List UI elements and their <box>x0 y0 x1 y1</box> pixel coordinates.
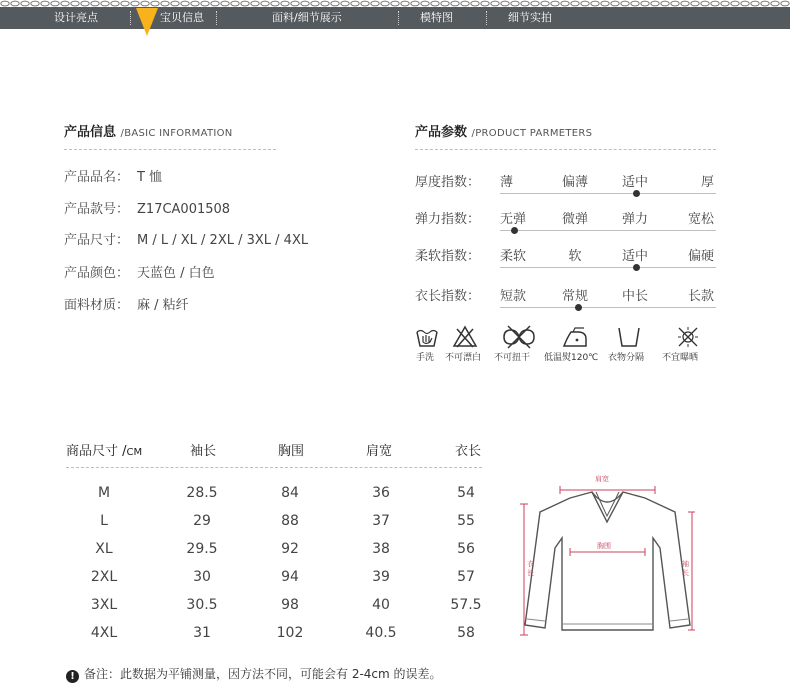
nav-separator <box>216 11 217 25</box>
param-option: 常规 <box>562 289 589 304</box>
param-option: 适中 <box>622 175 649 190</box>
hand-wash-icon <box>414 324 440 350</box>
size-cell-value: 30 <box>193 569 211 585</box>
param-label: 柔软指数： <box>415 249 481 264</box>
chain-border <box>0 0 790 7</box>
param-option: 短款 <box>500 289 527 304</box>
care-label: 不宜曝晒 <box>662 353 699 363</box>
param-indicator <box>633 190 640 197</box>
param-option: 宽松 <box>688 212 715 227</box>
info-label: 产品颜色： <box>64 266 130 281</box>
param-scale-line <box>500 307 716 308</box>
size-cell-value: 54 <box>457 485 475 501</box>
divider <box>66 467 482 468</box>
param-label: 衣长指数： <box>415 289 481 304</box>
param-option: 无弹 <box>500 212 527 227</box>
info-label: 产品款号： <box>64 202 130 217</box>
size-header-sleeve: 袖长 <box>190 444 217 459</box>
size-cell-value: 84 <box>281 485 299 501</box>
product-info-title: 产品信息 <box>64 125 117 140</box>
measurement-note <box>66 665 442 683</box>
size-cell-label: M <box>97 485 111 501</box>
size-cell-value: 30.5 <box>186 597 218 613</box>
param-option: 软 <box>568 249 582 264</box>
product-params-title: 产品参数 <box>415 125 468 140</box>
size-unit: CM <box>126 447 143 458</box>
param-option: 柔软 <box>500 249 527 264</box>
info-row-color <box>64 262 215 281</box>
param-scale-line <box>500 230 716 231</box>
nav-separator <box>486 11 487 25</box>
exclamation-icon: ! <box>66 670 79 683</box>
size-title-text: 商品尺寸 <box>66 444 119 459</box>
no-bleach-icon <box>452 324 478 350</box>
info-row-material <box>64 294 189 313</box>
size-cell-value: 56 <box>457 541 475 557</box>
care-label: 不可漂白 <box>445 353 482 363</box>
nav-item-fabric[interactable]: 面料/细节展示 <box>272 11 342 24</box>
no-sun-dry-icon <box>675 324 701 350</box>
param-indicator <box>511 227 518 234</box>
product-info-heading: 产品信息 /BASIC INFORMATION <box>64 125 233 140</box>
care-label: 衣物分隔 <box>608 353 645 363</box>
info-row-name <box>64 166 162 185</box>
note-text: 备注：此数据为平铺测量，因方法不同，可能会有 2-4cm 的误差。 <box>84 667 442 681</box>
nav-item-detail-photos[interactable]: 细节实拍 <box>508 11 552 24</box>
product-params-title-en: PRODUCT PARMETERS <box>475 128 593 139</box>
param-label: 厚度指数： <box>415 175 481 190</box>
size-cell-value: 94 <box>281 569 299 585</box>
info-label: 产品品名： <box>64 170 130 185</box>
size-cell-value: 38 <box>372 541 390 557</box>
active-nav-marker <box>136 8 158 36</box>
size-cell-value: 102 <box>276 625 304 641</box>
size-cell-label: 3XL <box>90 597 118 613</box>
low-iron-icon <box>562 324 588 350</box>
size-cell-value: 29 <box>193 513 211 529</box>
divider <box>64 149 276 150</box>
info-value: 麻 / 粘纤 <box>137 298 189 313</box>
size-cell-value: 28.5 <box>186 485 218 501</box>
info-label: 面料材质： <box>64 298 130 313</box>
size-cell-value: 98 <box>281 597 299 613</box>
info-row-code <box>64 198 230 217</box>
param-scale-line <box>500 193 716 194</box>
size-cell-value: 55 <box>457 513 475 529</box>
size-header-length: 衣长 <box>455 444 482 459</box>
param-option: 中长 <box>622 289 649 304</box>
nav-bar <box>0 7 790 29</box>
care-label: 低温熨120℃ <box>544 353 599 363</box>
nav-item-model[interactable]: 模特图 <box>420 11 453 24</box>
size-cell-value: 57 <box>457 569 475 585</box>
size-header-shoulder: 肩宽 <box>366 444 393 459</box>
product-info-title-en: BASIC INFORMATION <box>124 128 233 139</box>
param-option: 薄 <box>500 175 514 190</box>
diagram-label-sleeve: 袖长 <box>682 560 689 577</box>
size-cell-value: 29.5 <box>186 541 218 557</box>
care-label: 不可扭干 <box>494 353 531 363</box>
size-cell-label: L <box>100 513 108 529</box>
size-cell-label: 2XL <box>90 569 118 585</box>
info-value: T 恤 <box>137 170 163 185</box>
param-label: 弹力指数： <box>415 212 481 227</box>
divider <box>415 149 716 150</box>
size-cell-value: 37 <box>372 513 390 529</box>
size-cell-label: XL <box>95 541 113 557</box>
diagram-label-length: 衣长 <box>527 560 534 577</box>
nav-separator <box>398 11 399 25</box>
info-value: 天蓝色 / 白色 <box>137 266 215 281</box>
product-params-heading: 产品参数 /PRODUCT PARMETERS <box>415 125 593 140</box>
param-option: 偏硬 <box>688 249 715 264</box>
care-label: 手洗 <box>416 353 435 363</box>
size-cell-value: 40.5 <box>365 625 397 641</box>
param-indicator <box>633 264 640 271</box>
param-indicator <box>575 304 582 311</box>
nav-separator <box>130 11 131 25</box>
size-cell-value: 57.5 <box>450 597 482 613</box>
param-option: 偏薄 <box>562 175 589 190</box>
param-option: 长款 <box>688 289 715 304</box>
param-option: 厚 <box>701 175 715 190</box>
param-option: 弹力 <box>622 212 649 227</box>
param-option: 适中 <box>622 249 649 264</box>
size-cell-value: 40 <box>372 597 390 613</box>
size-cell-value: 31 <box>193 625 211 641</box>
nav-item-product-info[interactable]: 宝贝信息 <box>160 11 204 24</box>
info-row-size <box>64 229 308 248</box>
param-option: 微弹 <box>562 212 589 227</box>
info-label: 产品尺寸： <box>64 233 130 248</box>
size-cell-value: 36 <box>372 485 390 501</box>
size-cell-value: 92 <box>281 541 299 557</box>
param-scale-line <box>500 267 716 268</box>
size-cell-value: 39 <box>372 569 390 585</box>
size-header-chest: 胸围 <box>278 444 305 459</box>
diagram-label-shoulder: 肩宽 <box>595 475 609 483</box>
size-cell-label: 4XL <box>90 625 118 641</box>
separate-wash-icon <box>616 324 642 350</box>
diagram-label-chest: 胸围 <box>597 542 611 550</box>
no-wring-icon <box>502 324 536 350</box>
size-cell-value: 58 <box>457 625 475 641</box>
nav-item-design[interactable]: 设计亮点 <box>54 11 98 24</box>
size-cell-value: 88 <box>281 513 299 529</box>
garment-measure-diagram <box>520 470 695 640</box>
info-value: Z17CA001508 <box>137 202 231 217</box>
info-value: M / L / XL / 2XL / 3XL / 4XL <box>137 233 309 248</box>
size-table-title: 商品尺寸 /CM <box>66 444 143 459</box>
